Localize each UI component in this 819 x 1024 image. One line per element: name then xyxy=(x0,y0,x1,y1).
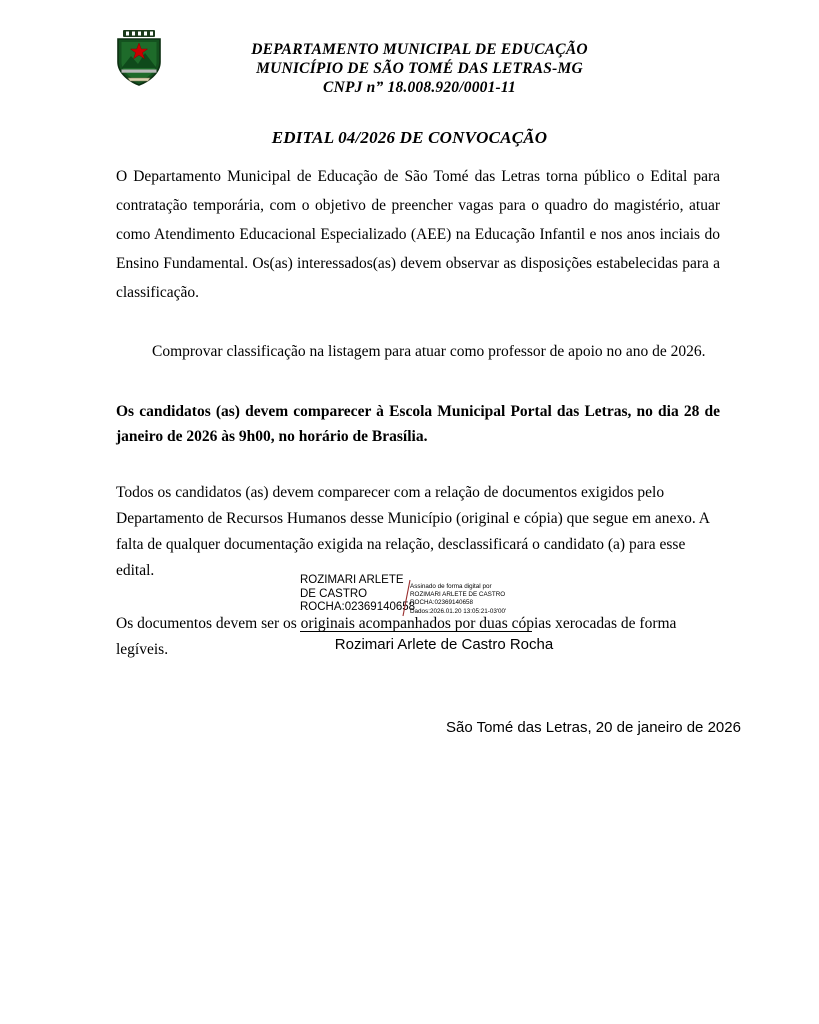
paragraph-intro: O Departamento Municipal de Educação de São Tomé das Letras torna público o Edital para contratação temporária, com o objetivo de preencher vagas para o quadro do magistério, atuar como Atendimento Educacional Especializado (AEE) na Educação Infantil e nos anos inciais do Ensino Fundamental. Os(as) interessados(as) devem observar as disposições estabelecidas para a classificação. xyxy=(116,168,720,301)
signature-detail-line-1: Assinado de forma digital por xyxy=(410,583,492,590)
coat-of-arms-icon xyxy=(108,26,170,86)
signature-detail-line-3: ROCHA:02369140658 xyxy=(410,599,474,607)
header-line-municipality: MUNICÍPIO DE SÃO TOMÉ DAS LETRAS-MG xyxy=(256,60,583,77)
signature-rule xyxy=(300,631,532,632)
signature-details xyxy=(410,583,530,616)
paragraph-attendance-bold: Os candidatos (as) devem comparecer à Escola Municipal Portal das Letras, no dia 28 de janeiro de 2026 às 9h00, no horário de Brasília. xyxy=(116,403,720,445)
paragraph-originals: Os documentos devem ser os originais acompanhados por duas cópias xerocadas de forma legíveis. xyxy=(116,615,677,658)
signature-detail-line-2: ROZIMARI ARLETE DE CASTRO xyxy=(410,591,506,599)
paragraph-documents: Todos os candidatos (as) devem comparecer com a relação de documentos exigidos pelo Departamento de Recursos Humanos desse Município (original e cópia) que segue em anexo. A falta de qualquer documentação exigida na relação, desclassificará o candidato (a) para esse edital. xyxy=(116,484,710,579)
header-text-block xyxy=(170,26,819,97)
signatory-name: Rozimari Arlete de Castro Rocha xyxy=(334,636,554,653)
digital-signature-block xyxy=(300,574,600,653)
signature-detail-line-4: Dados:2026.01.20 13:05:21-03'00' xyxy=(410,607,507,615)
header-line-department: DEPARTAMENTO MUNICIPAL DE EDUCAÇÃO xyxy=(251,41,588,58)
paragraph-classification: Comprovar classificação na listagem para atuar como professor de apoio no ano de 2026. xyxy=(152,343,706,360)
place-and-date: São Tomé das Letras, 20 de janeiro de 2026 xyxy=(446,719,741,736)
page-title: EDITAL 04/2026 DE CONVOCAÇÃO xyxy=(271,128,548,147)
signature-stamp-name: ROZIMARI ARLETE DE CASTRO ROCHA:02369140658 xyxy=(300,574,416,613)
document-header xyxy=(0,26,819,97)
header-line-cnpj: CNPJ n” 18.008.920/0001-11 xyxy=(323,79,516,96)
